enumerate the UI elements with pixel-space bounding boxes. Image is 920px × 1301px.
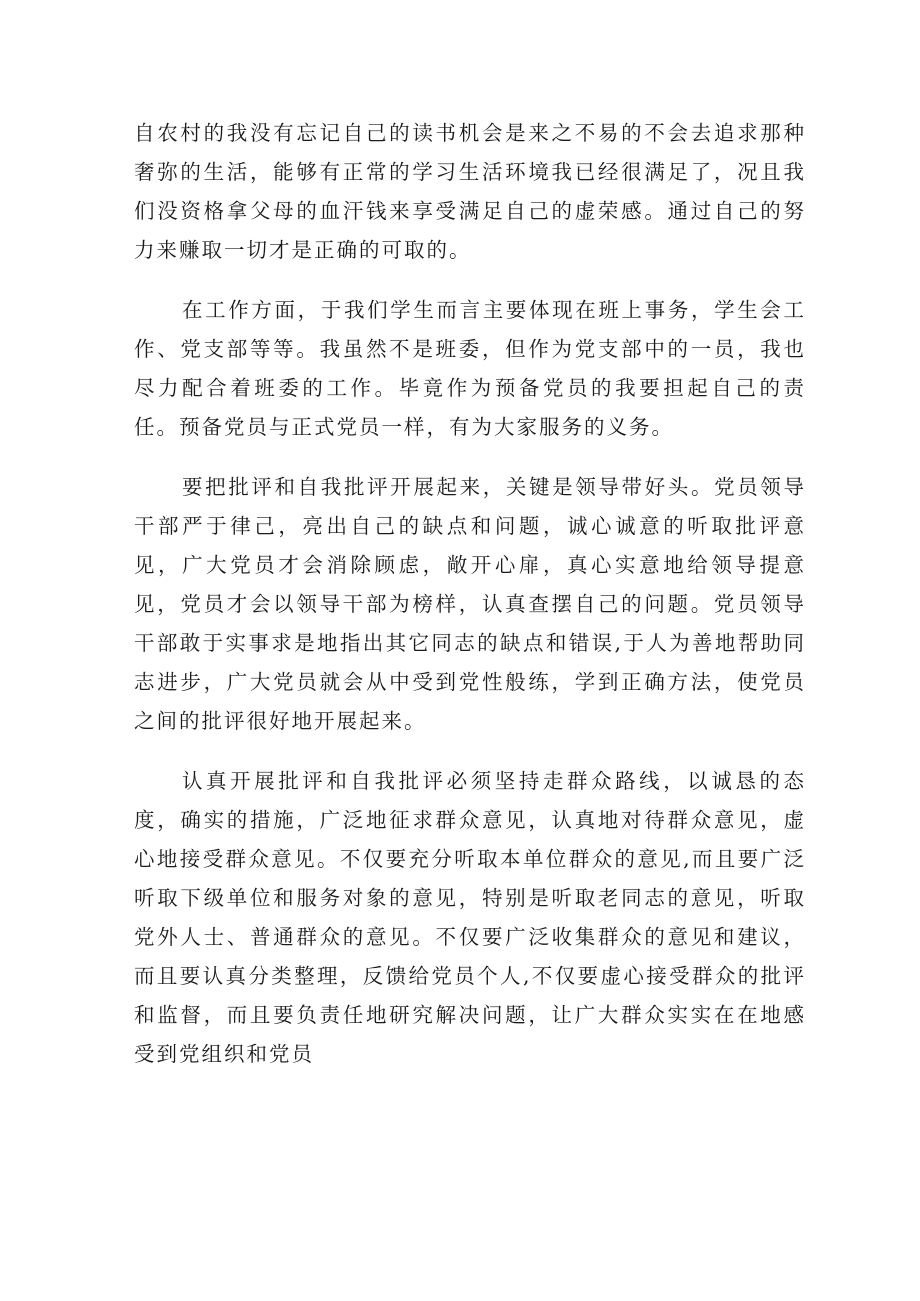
paragraph-2: 在工作方面，于我们学生而言主要体现在班上事务，学生会工作、党支部等等。我虽然不是班委，但作为党支部中的一员，我也尽力配合着班委的工作。毕竟作为预备党员的我要担起自己的责任。预备党员与正式党员一样，有为大家服务的义务。 — [134, 298, 806, 439]
paragraph-4: 认真开展批评和自我批评必须坚持走群众路线，以诚恳的态度，确实的措施，广泛地征求群众意见，认真地对待群众意见，虚心地接受群众意见。不仅要充分听取本单位群众的意见,而且要广泛听取下级单位和服务对象的意见，特别是听取老同志的意见，听取党外人士、普通群众的意见。不仅要广泛收集群众的意见和建议，而且要认真分类整理，反馈给党员个人,不仅要虚心接受群众的批评和监督，而且要负责任地研究解决问题，让广大群众实实在在地感受到党组织和党员 — [134, 769, 806, 1066]
document-body — [134, 114, 806, 1095]
paragraph-3: 要把批评和自我批评开展起来，关键是领导带好头。党员领导干部严于律己，亮出自己的缺点和问题，诚心诚意的听取批评意见，广大党员才会消除顾虑，敞开心扉，真心实意地给领导提意见，党员才会以领导干部为榜样，认真查摆自己的问题。党员领导干部敢于实事求是地指出其它同志的缺点和错误,于人为善地帮助同志进步，广大党员就会从中受到党性般练，学到正确方法，使党员之间的批评很好地开展起来。 — [134, 475, 806, 733]
paragraph-1: 自农村的我没有忘记自己的读书机会是来之不易的不会去追求那种奢弥的生活，能够有正常的学习生活环境我已经很满足了，况且我们没资格拿父母的血汗钱来享受满足自己的虚荣感。通过自己的努力来赚取一切才是正确的可取的。 — [134, 121, 806, 262]
